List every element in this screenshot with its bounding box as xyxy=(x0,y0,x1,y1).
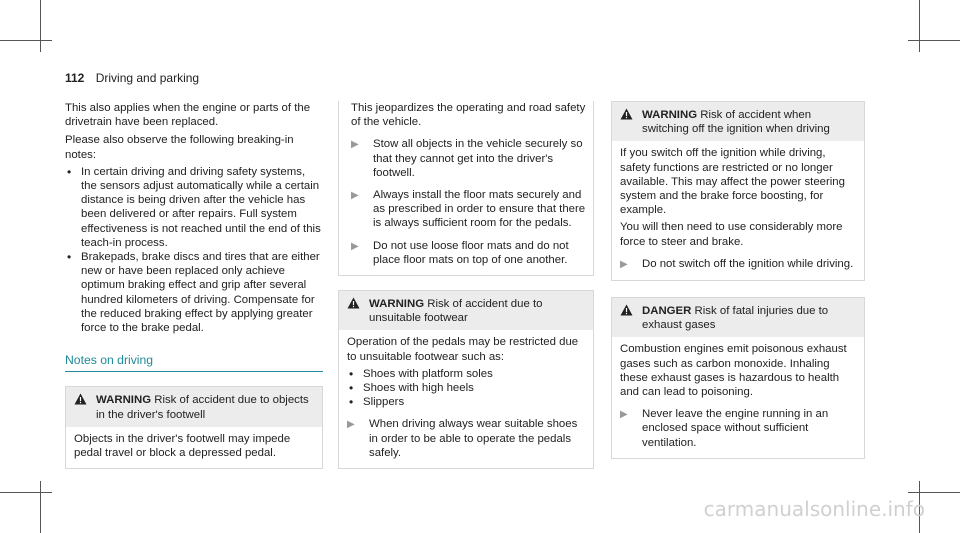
warning-title: Risk of accident when switching off the ignition when driving xyxy=(642,109,830,136)
crop-mark xyxy=(40,0,41,52)
danger-text: Combustion engines emit poisonous exhaust gases such as carbon monoxide. Inhaling these exhaust gases is hazardous to health and can lead to poisoning. xyxy=(620,343,847,399)
warning-box xyxy=(65,386,323,469)
warning-header xyxy=(339,291,593,330)
section-name: Driving and parking xyxy=(95,71,200,85)
crop-mark xyxy=(919,0,920,52)
warning-title: Risk of accident due to unsuitable footwear xyxy=(369,298,543,325)
arrow-right-icon: ▶ xyxy=(351,139,359,151)
list-item: • Slippers xyxy=(347,395,585,409)
crop-mark xyxy=(908,40,960,41)
warning-box xyxy=(338,290,594,469)
section-heading: Notes on driving xyxy=(65,353,323,372)
breaking-in-lead: Please also observe the following breaking-in notes: xyxy=(65,134,294,161)
danger-body xyxy=(612,337,864,457)
warning-header xyxy=(612,102,864,141)
warning-body xyxy=(612,141,864,280)
danger-header xyxy=(612,298,864,337)
warning-triangle-icon xyxy=(620,108,642,136)
instruction-step: ▶ When driving always wear suitable shoes in order to be able to operate the pedals safely. xyxy=(347,418,578,459)
list-item: • Brakepads, brake discs and tires that are either new or have been replaced only achieve optimum braking effect and grip after several hundred kilometers of driving. Compensate for the reduced braking effect by applying greater force to the brake pedal. xyxy=(65,250,323,335)
intro-text: This jeopardizes the operating and road safety of the vehicle. xyxy=(351,102,586,129)
list-item: • In certain driving and driving safety systems, the sensors adjust automatically while a certain distance is being driven after the vehicle has been delivered or after repairs. Full system effectiveness is not reached until the end of this teach-in process. xyxy=(65,165,323,250)
warning-text: Operation of the pedals may be restricted due to unsuitable footwear such as: xyxy=(347,336,579,363)
warning-text: You will then need to use considerably more force to steer and brake. xyxy=(620,221,843,248)
instruction-step: ▶ Never leave the engine running in an enclosed space without sufficient ventilation. xyxy=(620,408,829,449)
warning-text: If you switch off the ignition while driving, safety functions are restricted or no longer available. This may affect the power steering system and the brake force boosting, for example. xyxy=(620,147,845,217)
crop-mark xyxy=(908,492,960,493)
crop-mark xyxy=(0,492,52,493)
instruction-step: ▶ Always install the floor mats securely and as prescribed in order to ensure that there is always sufficient room for the pedals. xyxy=(351,189,586,230)
crop-mark xyxy=(40,481,41,533)
instruction-step: ▶ Do not use loose floor mats and do not place floor mats on top of one another. xyxy=(351,239,569,266)
warning-header xyxy=(66,387,322,426)
list-item: • Shoes with platform soles xyxy=(347,367,585,381)
arrow-right-icon: ▶ xyxy=(351,240,359,252)
warning-body: Objects in the driver's footwell may impede pedal travel or block a depressed pedal. xyxy=(74,432,291,460)
warning-body xyxy=(339,330,593,468)
page-number: 112 xyxy=(65,71,85,85)
warning-label: WARNING xyxy=(96,394,152,407)
arrow-right-icon: ▶ xyxy=(347,419,355,431)
crop-mark xyxy=(0,40,52,41)
warning-box xyxy=(611,101,865,281)
danger-box xyxy=(611,297,865,459)
instruction-step: ▶ Do not switch off the ignition while driving. xyxy=(620,257,856,272)
arrow-right-icon: ▶ xyxy=(620,409,628,421)
watermark: carmanualsonline.info xyxy=(703,497,925,521)
warning-title: Risk of accident due to objects in the driver's footwell xyxy=(96,394,309,421)
danger-triangle-icon xyxy=(620,304,642,332)
breaking-in-list xyxy=(65,165,323,335)
arrow-right-icon: ▶ xyxy=(620,258,628,270)
warning-label: WARNING xyxy=(642,109,698,121)
intro-text: This also applies when the engine or parts of the drivetrain have been replaced. xyxy=(65,102,311,129)
footwear-list xyxy=(347,367,585,410)
column-2 xyxy=(338,101,594,469)
danger-label: DANGER xyxy=(642,305,692,318)
arrow-right-icon: ▶ xyxy=(351,190,359,202)
warning-triangle-icon xyxy=(347,297,369,325)
page-header xyxy=(65,71,199,85)
list-item: • Shoes with high heels xyxy=(347,381,585,395)
column-1 xyxy=(65,101,323,469)
continued-warning xyxy=(338,101,594,276)
warning-triangle-icon xyxy=(74,393,96,421)
instruction-step: ▶ Stow all objects in the vehicle securely so that they cannot get into the driver's footwell. xyxy=(351,138,583,179)
danger-title: Risk of fatal injuries due to exhaust gases xyxy=(642,305,829,332)
column-3 xyxy=(611,101,865,459)
warning-label: WARNING xyxy=(369,298,425,311)
